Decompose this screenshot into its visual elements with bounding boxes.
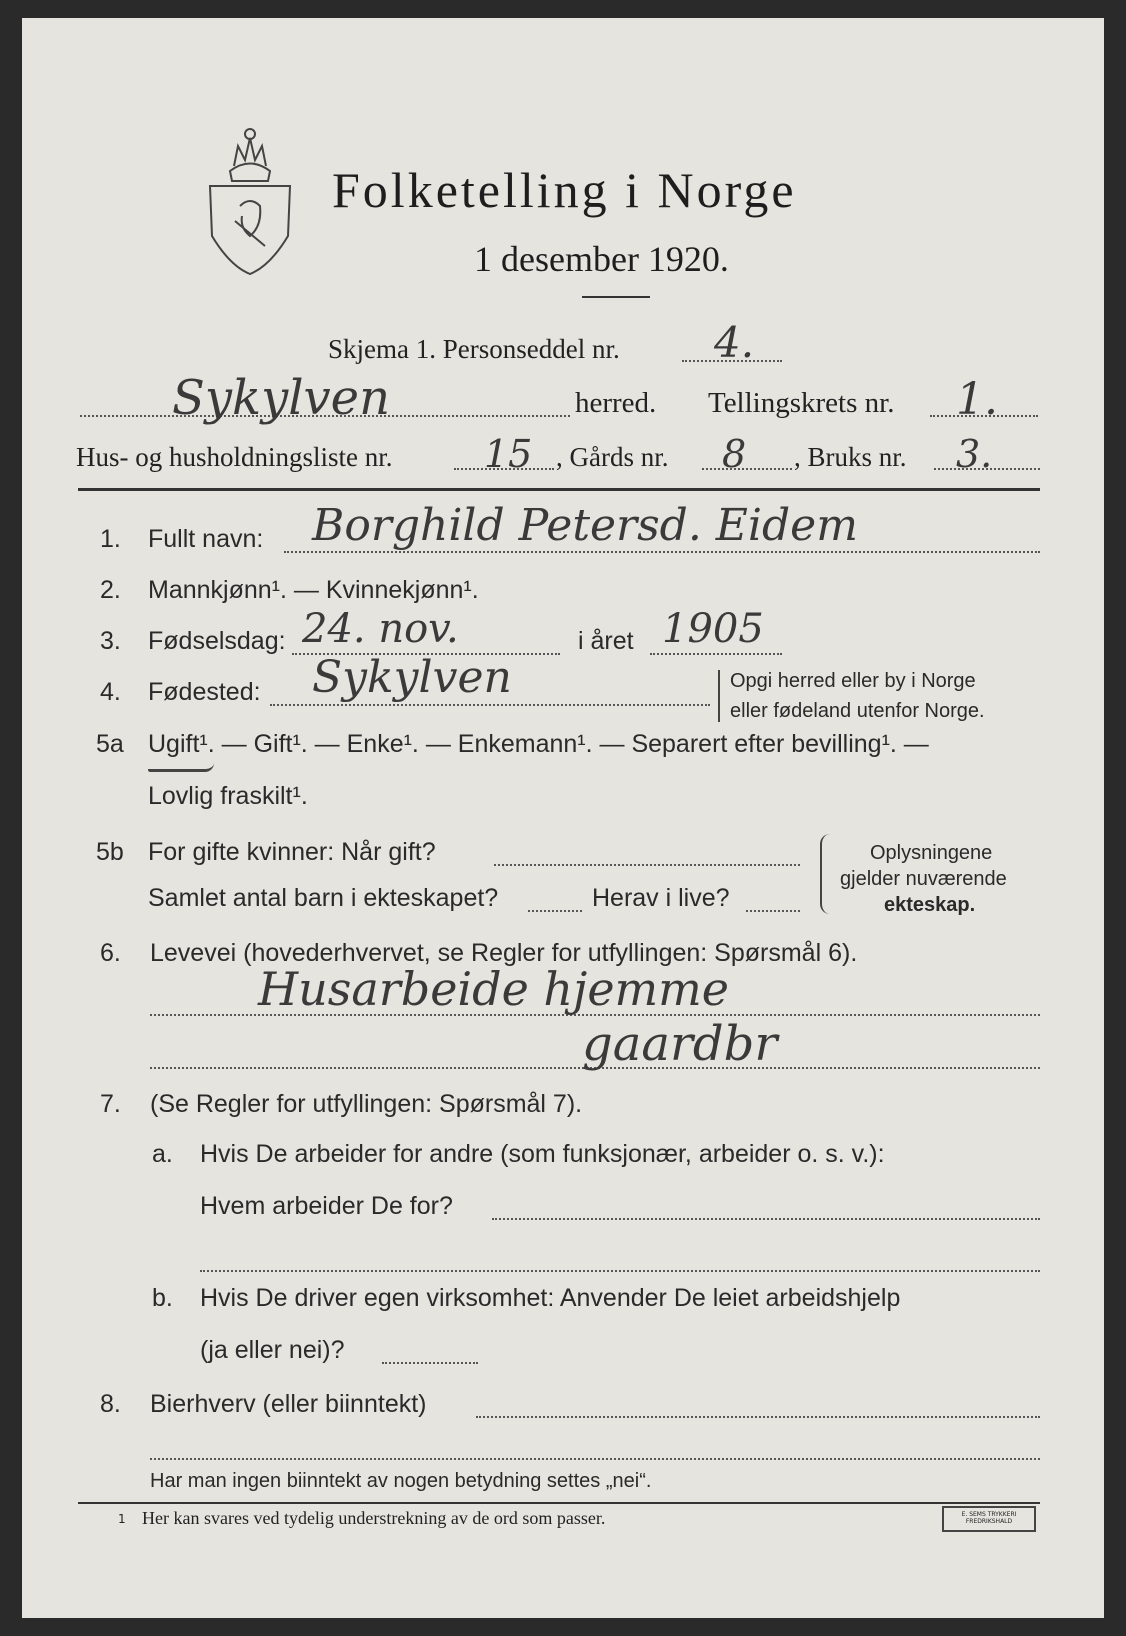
birthplace-note-brace [718,670,724,722]
full-name-value[interactable]: Borghild Petersd. Eidem [312,500,858,551]
q7b-number: b. [152,1284,173,1312]
q8-number: 8. [100,1390,121,1418]
husholdningsliste-value[interactable]: 15 [484,432,533,476]
occupation-label: Levevei (hovederhvervet, se Regler for utfyllingen: Spørsmål 6). [150,939,858,967]
side-income-line-2 [150,1458,1040,1460]
tellingskrets-label: Tellingskrets nr. [708,387,895,419]
census-form-page [22,18,1104,1618]
marital-status-options[interactable]: Ugift¹. — Gift¹. — Enke¹. — Enkemann¹. — Separert efter bevilling¹. — [148,730,929,758]
birthday-value[interactable]: 24. nov. [302,606,459,652]
marriage-note-1: Oplysningene [870,842,993,864]
q7-number: 7. [100,1090,121,1118]
personseddel-value[interactable]: 4. [714,318,755,367]
husholdningsliste-label: Hus- og husholdningsliste nr. [76,442,393,472]
tellingskrets-value[interactable]: 1. [956,374,998,425]
q1-line [284,551,1040,553]
occupation-value-1[interactable]: Husarbeide hjemme [258,962,730,1016]
bruks-label: , Bruks nr. [794,442,907,472]
q5a-number: 5a [96,730,124,758]
hired-help-label: (ja eller nei)? [200,1336,345,1364]
marriage-note-3: ekteskap. [884,894,976,916]
marital-status-options-2[interactable]: Lovlig fraskilt¹. [148,782,308,810]
census-date: 1 desember 1920. [474,239,729,279]
q4-label: Fødested: [148,678,261,706]
birthplace-value[interactable]: Sykylven [312,652,512,703]
norway-coat-of-arms-icon [200,116,300,276]
employer-label: Hvem arbeider De for? [200,1192,453,1220]
married-when-line [494,864,800,866]
q2-number: 2. [100,576,121,604]
q3-number: 3. [100,627,121,655]
herred-value[interactable]: Sykylven [172,370,390,426]
gards-value[interactable]: 8 [722,432,747,476]
header-divider [78,488,1040,491]
birthplace-line [270,704,710,706]
footer-divider [78,1502,1040,1504]
year-label: i året [578,627,634,655]
children-total-line [528,910,582,912]
printer-stamp-line-1: E. SEMS TRYKKERI [961,1511,1017,1518]
q6-number: 6. [100,939,121,967]
children-total-label: Samlet antal barn i ekteskapet? [148,884,499,912]
title-divider [582,296,650,298]
q7a-label: Hvis De arbeider for andre (som funksjonær, arbeider o. s. v.): [200,1140,885,1168]
marriage-note-2: gjelder nuværende [840,868,1007,890]
birthplace-note-2: eller fødeland utenfor Norge. [730,700,985,722]
q1-number: 1. [100,525,121,553]
children-alive-label: Herav i live? [592,884,730,912]
footnote-text: Her kan svares ved tydelig understrekning av de ord som passer. [142,1508,606,1528]
q3-label: Fødselsdag: [148,627,286,655]
q7a-number: a. [152,1140,173,1168]
gards-label: , Gårds nr. [556,442,669,472]
herred-label: herred. [575,387,657,419]
side-income-line-1 [476,1416,1040,1418]
ugift-underline [148,763,214,772]
married-when-label: For gifte kvinner: Når gift? [148,838,436,866]
side-income-label: Bierhverv (eller biinntekt) [150,1390,427,1418]
form-title: Folketelling i Norge [332,162,797,218]
bruks-value[interactable]: 3. [956,432,993,476]
gender-options[interactable]: Mannkjønn¹. — Kvinnekjønn¹. [148,576,479,604]
q4-number: 4. [100,678,121,706]
children-alive-line [746,910,800,912]
birthplace-note-1: Opgi herred eller by i Norge [730,670,976,692]
gards-line [702,468,792,470]
side-income-note: Har man ingen biinntekt av nogen betydning settes „nei“. [150,1470,652,1492]
employer-line-2 [200,1270,1040,1272]
marriage-note-brace [820,834,830,914]
printer-stamp [942,1506,1036,1532]
printer-stamp-line-2: FREDRIKSHALD [965,1518,1013,1525]
q1-label: Fullt navn: [148,525,264,553]
employer-line-1 [492,1218,1040,1220]
q7b-label: Hvis De driver egen virksomhet: Anvender De leiet arbeidshjelp [200,1284,901,1312]
q7-label: (Se Regler for utfyllingen: Spørsmål 7). [150,1090,583,1118]
hired-help-line [382,1362,478,1364]
year-line [650,653,782,655]
footnote-mark: 1 [118,1512,126,1526]
skjema-label: Skjema 1. Personseddel nr. [328,334,620,364]
q5b-number: 5b [96,838,124,866]
birth-year-value[interactable]: 1905 [662,606,764,652]
occupation-value-2[interactable]: gaardbr [582,1016,778,1072]
